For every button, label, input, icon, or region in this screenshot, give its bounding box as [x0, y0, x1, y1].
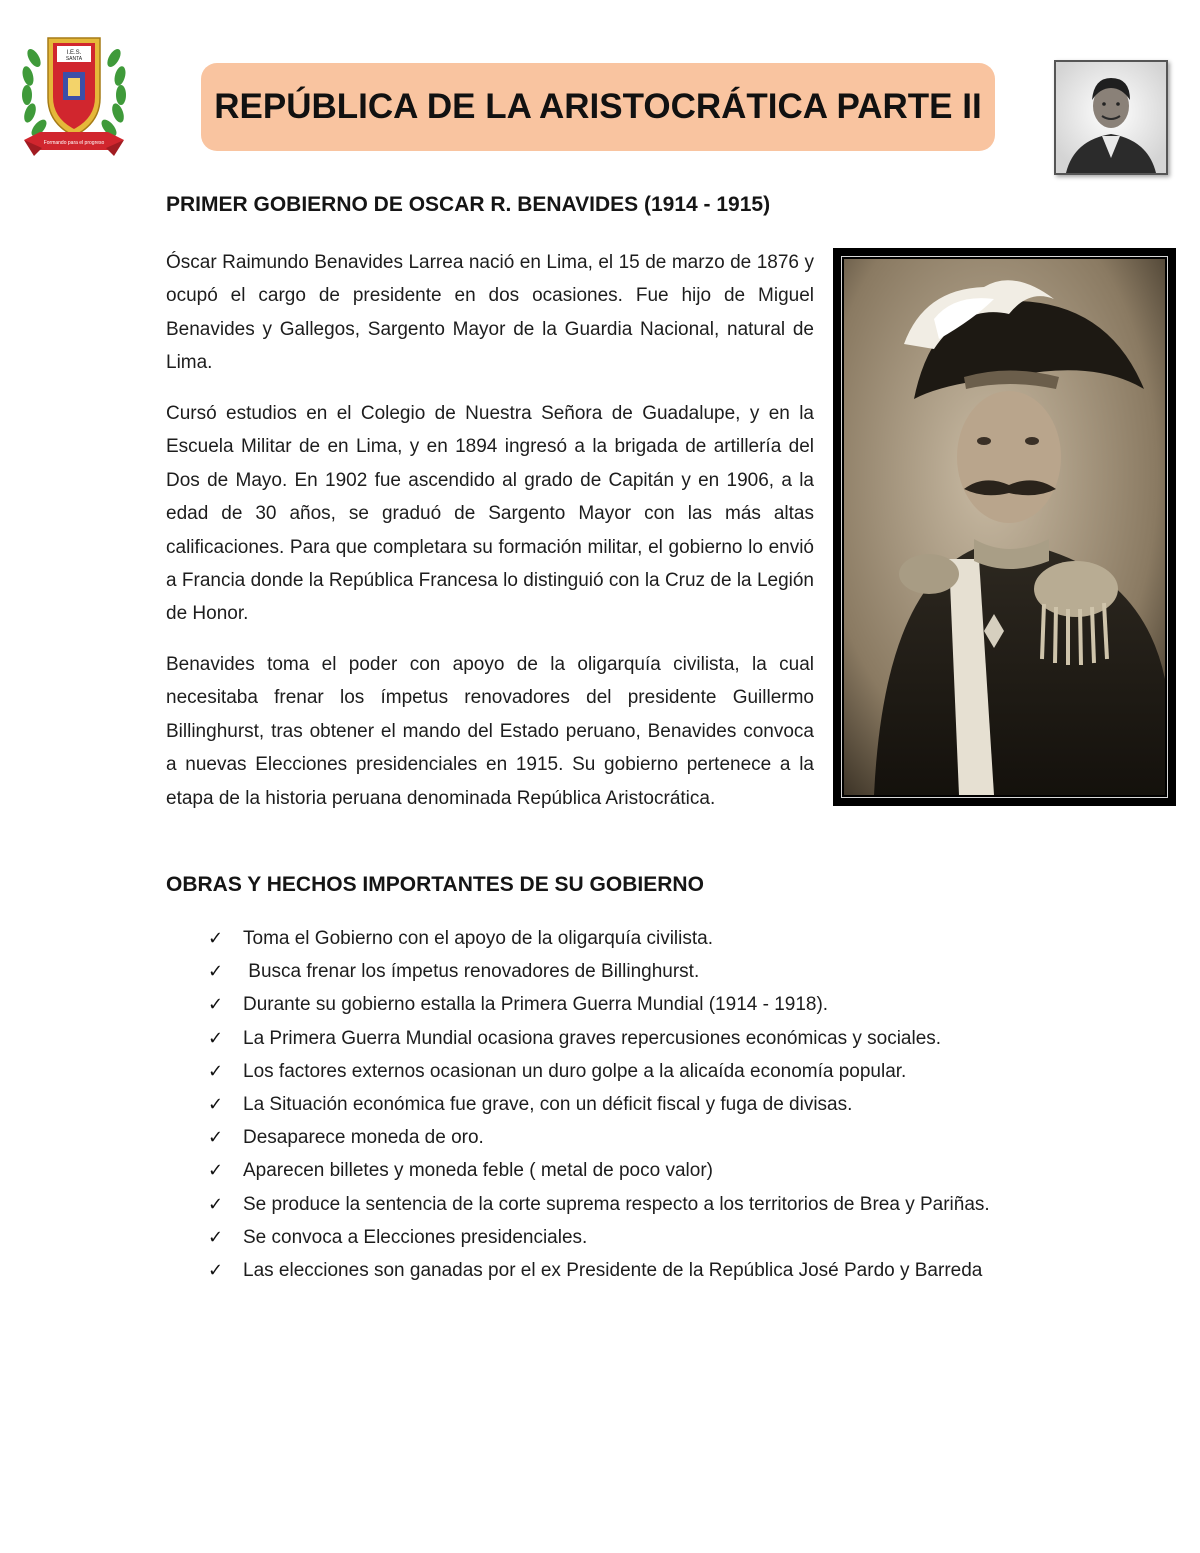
- svg-text:Formando para el progreso: Formando para el progreso: [43, 140, 105, 146]
- list-item-text: Busca frenar los ímpetus renovadores de Billinghurst.: [243, 961, 700, 983]
- list-item: [206, 922, 1032, 955]
- list-item-text: Se convoca a Elecciones presidenciales.: [243, 1226, 588, 1248]
- svg-text:SANTA: SANTA: [65, 56, 83, 62]
- list-item: [206, 1254, 1032, 1287]
- list-item: [206, 1154, 1032, 1187]
- checkmark-icon: ✓: [208, 1226, 224, 1248]
- paragraph-birth: Óscar Raimundo Benavides Larrea nació en Lima, el 15 de marzo de 1876 y ocupó el cargo de presidente en dos ocasiones. Fue hijo de Miguel Benavides y Gallegos, Sargento Mayor de la Guardia Nacional, natural de Lima.: [166, 252, 814, 374]
- list-item-text: Se produce la sentencia de la corte suprema respecto a los territorios de Brea y Pariñas.: [243, 1193, 990, 1215]
- list-item: [206, 1088, 1032, 1121]
- list-item-text: Los factores externos ocasionan un duro golpe a la alicaída economía popular.: [243, 1060, 907, 1082]
- young-benavides-portrait-image: [1056, 62, 1166, 173]
- page-title: REPÚBLICA DE LA ARISTOCRÁTICA PARTE II: [214, 87, 982, 126]
- list-item-text: La Situación económica fue grave, con un déficit fiscal y fuga de divisas.: [243, 1094, 853, 1116]
- list-item: [206, 1055, 1032, 1088]
- list-item: [206, 988, 1032, 1021]
- small-portrait-photo: [1054, 60, 1168, 175]
- list-item-text: Toma el Gobierno con el apoyo de la oligarquía civilista.: [243, 928, 713, 949]
- checkmark-icon: ✓: [208, 1060, 224, 1082]
- school-crest-logo: [20, 28, 128, 166]
- section-heading-works: OBRAS Y HECHOS IMPORTANTES DE SU GOBIERNO: [166, 873, 704, 896]
- list-item: [206, 1022, 1032, 1055]
- checkmark-icon: ✓: [208, 1027, 224, 1049]
- paragraph-education: Cursó estudios en el Colegio de Nuestra Señora de Guadalupe, y en la Escuela Militar de en Lima, y en 1894 ingresó a la brigada de artillería del Dos de Mayo. En 1902 fue ascendido al grado de Capitán y en 1906, a la edad de 30 años, se graduó de Sargento Mayor con las más altas calificaciones. Para que completara su formación militar, el gobierno lo envió a Francia donde la República Francesa lo distinguió con la Cruz de la Legión de Honor.: [166, 403, 814, 625]
- section-heading-first-government: PRIMER GOBIERNO DE OSCAR R. BENAVIDES (1914 - 1915): [166, 193, 771, 216]
- list-item: [206, 1121, 1032, 1154]
- checkmark-icon: ✓: [208, 1094, 224, 1116]
- checkmark-icon: ✓: [208, 1127, 224, 1149]
- benavides-portrait-frame: [833, 248, 1176, 806]
- list-item-text: Durante su gobierno estalla la Primera Guerra Mundial (1914 - 1918).: [243, 994, 829, 1016]
- list-item-text: Aparecen billetes y moneda feble ( metal de poco valor): [243, 1160, 713, 1182]
- list-item-text: Desaparece moneda de oro.: [243, 1127, 484, 1149]
- list-item-text: La Primera Guerra Mundial ocasiona graves repercusiones económicas y sociales.: [243, 1027, 942, 1049]
- checkmark-icon: ✓: [208, 961, 224, 983]
- checkmark-icon: ✓: [208, 994, 224, 1016]
- benavides-military-portrait-image: [844, 259, 1165, 795]
- list-item: [206, 955, 1032, 988]
- checkmark-icon: ✓: [208, 1160, 224, 1182]
- title-banner: [201, 63, 995, 151]
- svg-text:I.E.S.: I.E.S.: [66, 50, 82, 56]
- checkmark-icon: ✓: [208, 1193, 224, 1215]
- paragraph-rise-to-power: Benavides toma el poder con apoyo de la oligarquía civilista, la cual necesitaba frenar los ímpetus renovadores del presidente Guillermo Billinghurst, tras obtener el mando del Estado peruano, Benavides convoca a nuevas Elecciones presidenciales en 1915. Su gobierno pertenece a la etapa de la historia peruana denominada República Aristocrática.: [166, 654, 814, 809]
- list-item: [206, 1221, 1032, 1254]
- achievements-list: [206, 922, 1032, 1287]
- checkmark-icon: ✓: [208, 1260, 224, 1282]
- list-item-text: Las elecciones son ganadas por el ex Presidente de la República José Pardo y Barreda: [243, 1260, 983, 1282]
- checkmark-icon: ✓: [208, 928, 224, 949]
- list-item: [206, 1188, 1032, 1221]
